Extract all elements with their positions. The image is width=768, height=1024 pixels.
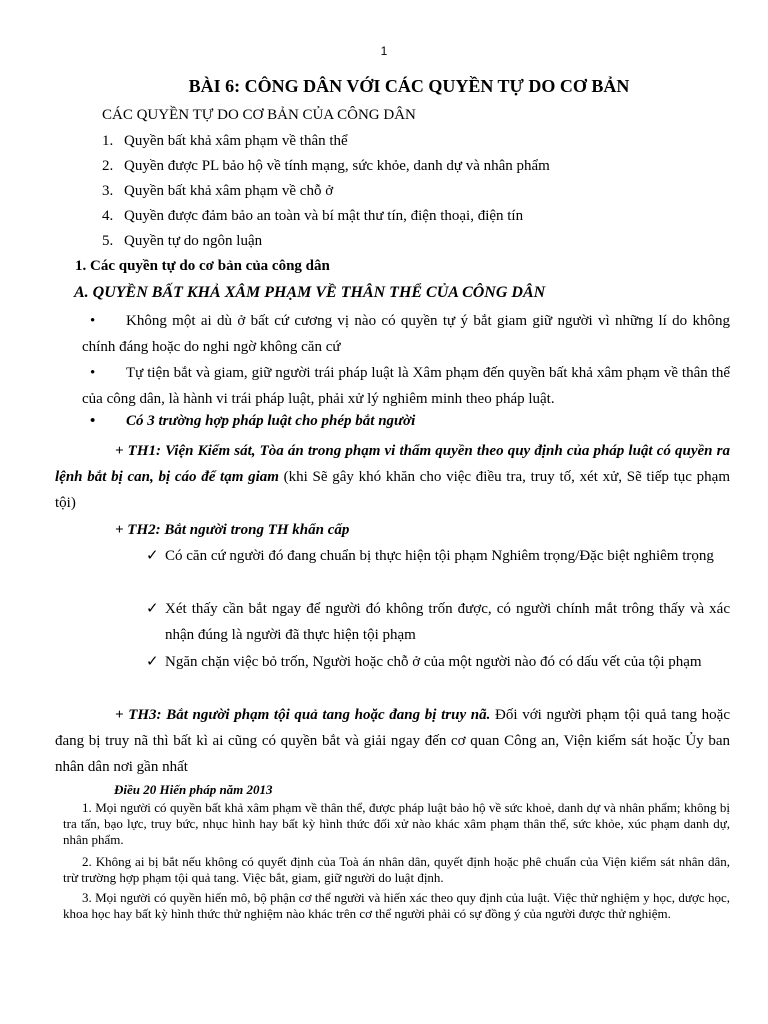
lesson-subtitle: CÁC QUYỀN TỰ DO CƠ BẢN CỦA CÔNG DÂN [102,107,416,123]
list-item: 5. Quyền tự do ngôn luận [102,233,263,249]
case-1-paragraph: + TH1: Viện Kiểm sát, Tòa án trong phạm vi thẩm quyền theo quy định của pháp luật có quyền ra lệnh bắt bị can, bị cáo để tạm giam (khi Sẽ gây khó khăn cho việc điều tra, truy tố, xét xử, Sẽ tiếp tục phạm tội) [55,443,731,511]
case-2-heading: + TH2: Bắt người trong TH khẩn cấp [115,522,350,538]
page-number: 1 [380,44,388,58]
lesson-title: BÀI 6: CÔNG DÂN VỚI CÁC QUYỀN TỰ DO CƠ BẢN [188,76,630,96]
law-clause: 2. Không ai bị bắt nếu không có quyết định của Toà án nhân dân, quyết định hoặc phê chuẩn của Viện kiểm sát nhân dân, trừ trường hợp phạm tội quả tang. Việc bắt, giam, giữ người do luật định. [63,854,730,885]
check-icon: ✓ [146,654,159,670]
bullet-paragraph: • Không một ai dù ở bất cứ cương vị nào có quyền tự ý bắt giam giữ người vì những lí do không chính đáng hoặc do nghi ngờ không căn cứ [82,308,730,360]
list-item: 3. Quyền bất khả xâm phạm về chỗ ở [102,183,334,199]
list-item: 2. Quyền được PL bảo hộ về tính mạng, sức khỏe, danh dự và nhân phẩm [102,158,550,174]
law-clause: 3. Mọi người có quyền hiến mô, bộ phận cơ thể người và hiến xác theo quy định của luật. Việc thử nghiệm y học, dược học, khoa học hay bất kỳ hình thức thử nghiệm nào khác trên cơ thể người phải có sự đồng ý của người được thử nghiệm. [63,890,730,921]
bullet-paragraph: • Tự tiện bắt và giam, giữ người trái pháp luật là Xâm phạm đến quyền bất khả xâm phạm về thân thể của công dân, là hành vi trái pháp luật, phải xử lý nghiêm minh theo pháp luật. [82,360,730,412]
checklist-item: ✓ Xét thấy cần bắt ngay để người đó không trốn được, có người chính mắt trông thấy và xác nhận đúng là người đã thực hiện tội phạm [146,596,730,648]
law-clause: 1. Mọi người có quyền bất khả xâm phạm về thân thể, được pháp luật bảo hộ về sức khoẻ, danh dự và nhân phẩm; không bị tra tấn, bạo lực, truy bức, nhục hình hay bất kỳ hình thức đối xử nào khác xâm phạm thân thể, sức khỏe, xúc phạm danh dự, nhân phẩm. [63,800,730,847]
case-3-paragraph: + TH3: Bắt người phạm tội quả tang hoặc đang bị truy nã. Đối với người phạm tội quả tang hoặc đang bị truy nã thì bất kì ai cũng có quyền bắt và giải ngay đến cơ quan Công an, Viện kiểm sát hoặc Ủy ban nhân dân nơi gần nhất [55,707,730,775]
section-heading: 1. Các quyền tự do cơ bản của công dân [75,258,330,274]
bullet-icon: • [90,365,96,381]
list-item: 4. Quyền được đảm bảo an toàn và bí mật thư tín, điện thoại, điện tín [102,208,524,224]
subsection-heading: A. QUYỀN BẤT KHẢ XÂM PHẠM VỀ THÂN THỂ CỦA CÔNG DÂN [74,284,546,301]
checklist-item: ✓ Có căn cứ người đó đang chuẩn bị thực hiện tội phạm Nghiêm trọng/Đặc biệt nghiêm trọng [146,543,730,569]
check-icon: ✓ [146,601,159,617]
check-icon: ✓ [146,548,159,564]
list-item: 1. Quyền bất khả xâm phạm về thân thể [102,133,348,149]
bullet-icon: • [90,313,96,329]
law-heading: Điều 20 Hiến pháp năm 2013 [114,782,273,797]
bullet-paragraph: • Có 3 trường hợp pháp luật cho phép bắt người [82,413,415,430]
rights-list [102,131,550,256]
bullet-icon: • [90,413,96,429]
checklist-item: ✓ Ngăn chặn việc bỏ trốn, Người hoặc chỗ ở của một người nào đó có dấu vết của tội phạm [146,649,730,675]
